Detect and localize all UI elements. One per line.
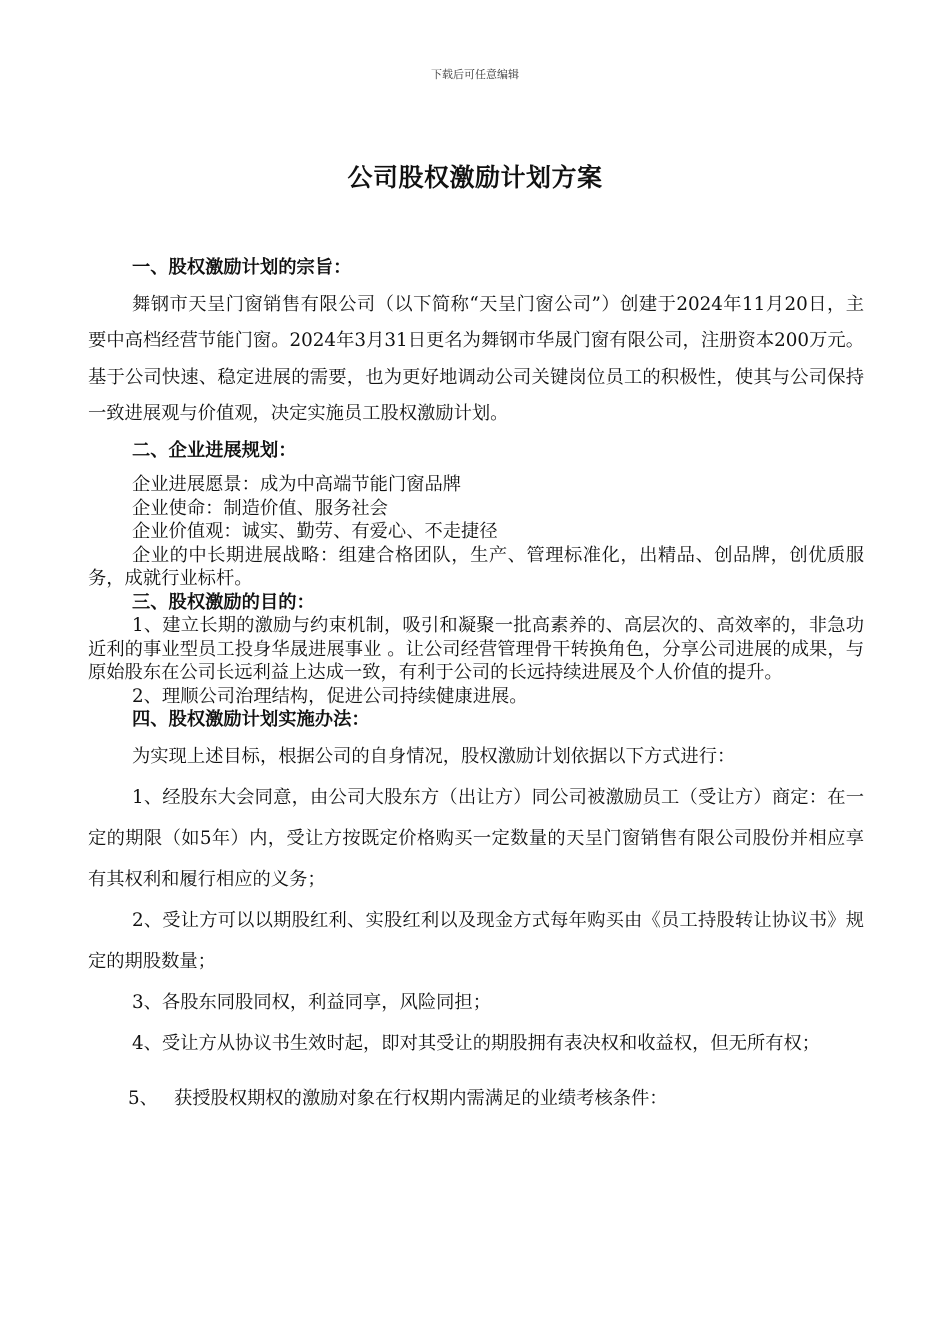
purpose-item-1: 1、建立长期的激励与约束机制，吸引和凝聚一批高素养的、高层次的、高效率的，非急功近利的事业型员工投身华晟进展事业 。让公司经营管理骨干转换角色，分享公司进展的成果，与原始股东在公司长远利益上达成一致，有利于公司的长远持续进展及个人价值的提升。 <box>88 615 864 683</box>
section-3-heading: 三、股权激励的目的： <box>132 591 315 613</box>
method-item-1: 1、经股东大会同意，由公司大股东方（出让方）同公司被激励员工（受让方）商定：在一定的期限（如5年）内，受让方按既定价格购买一定数量的天呈门窗销售有限公司股份并相应享有其权利和履行相应的义务； <box>88 786 864 890</box>
section-2-heading: 二、企业进展规划： <box>132 439 297 461</box>
method-item-2: 2、受让方可以以期股红利、实股红利以及现金方式每年购买由《员工持股转让协议书》规定的期股数量； <box>88 909 864 972</box>
purpose-item-2: 2、理顺公司治理结构，促进公司持续健康进展。 <box>132 685 528 707</box>
item-5-number: 5、 <box>128 1087 158 1109</box>
vision-line: 企业进展愿景：成为中高端节能门窗品牌 <box>132 474 462 495</box>
values-line: 企业价值观：诚实、勤劳、有爱心、不走捷径 <box>132 521 498 542</box>
document-body <box>88 250 864 1119</box>
document-title: 公司股权激励计划方案 <box>347 163 603 192</box>
section-1-heading: 一、股权激励计划的宗旨： <box>132 257 352 278</box>
method-intro: 为实现上述目标，根据公司的自身情况，股权激励计划依据以下方式进行： <box>132 745 736 767</box>
strategy-paragraph: 企业的中长期进展战略：组建合格团队，生产、管理标准化，出精品、创品牌，创优质服务，成就行业标杆。 <box>88 544 864 589</box>
header-note: 下载后可任意编辑 <box>431 68 519 81</box>
method-item-4: 4、受让方从协议书生效时起，即对其受让的期股拥有表决权和收益权，但无所有权； <box>132 1032 821 1054</box>
mission-line: 企业使命：制造价值、服务社会 <box>132 497 388 519</box>
section-4-heading: 四、股权激励计划实施办法： <box>132 709 370 730</box>
item-5-text: 获授股权期权的激励对象在行权期内需满足的业绩考核条件： <box>174 1087 668 1109</box>
method-item-5 <box>88 1078 864 1119</box>
section-1-paragraph: 舞钢市天呈门窗销售有限公司（以下简称“天呈门窗公司”）创建于2024年11月20日，主要中高档经营节能门窗。2024年3月31日更名为舞钢市华晟门窗有限公司，注册资本200万元。基于公司快速、稳定进展的需要，也为更好地调动公司关键岗位员工的积极性，使其与公司保持一致进展观与价值观，决定实施员工股权激励计划。 <box>88 293 864 424</box>
method-item-3: 3、各股东同股同权，利益同享，风险同担； <box>132 991 491 1013</box>
